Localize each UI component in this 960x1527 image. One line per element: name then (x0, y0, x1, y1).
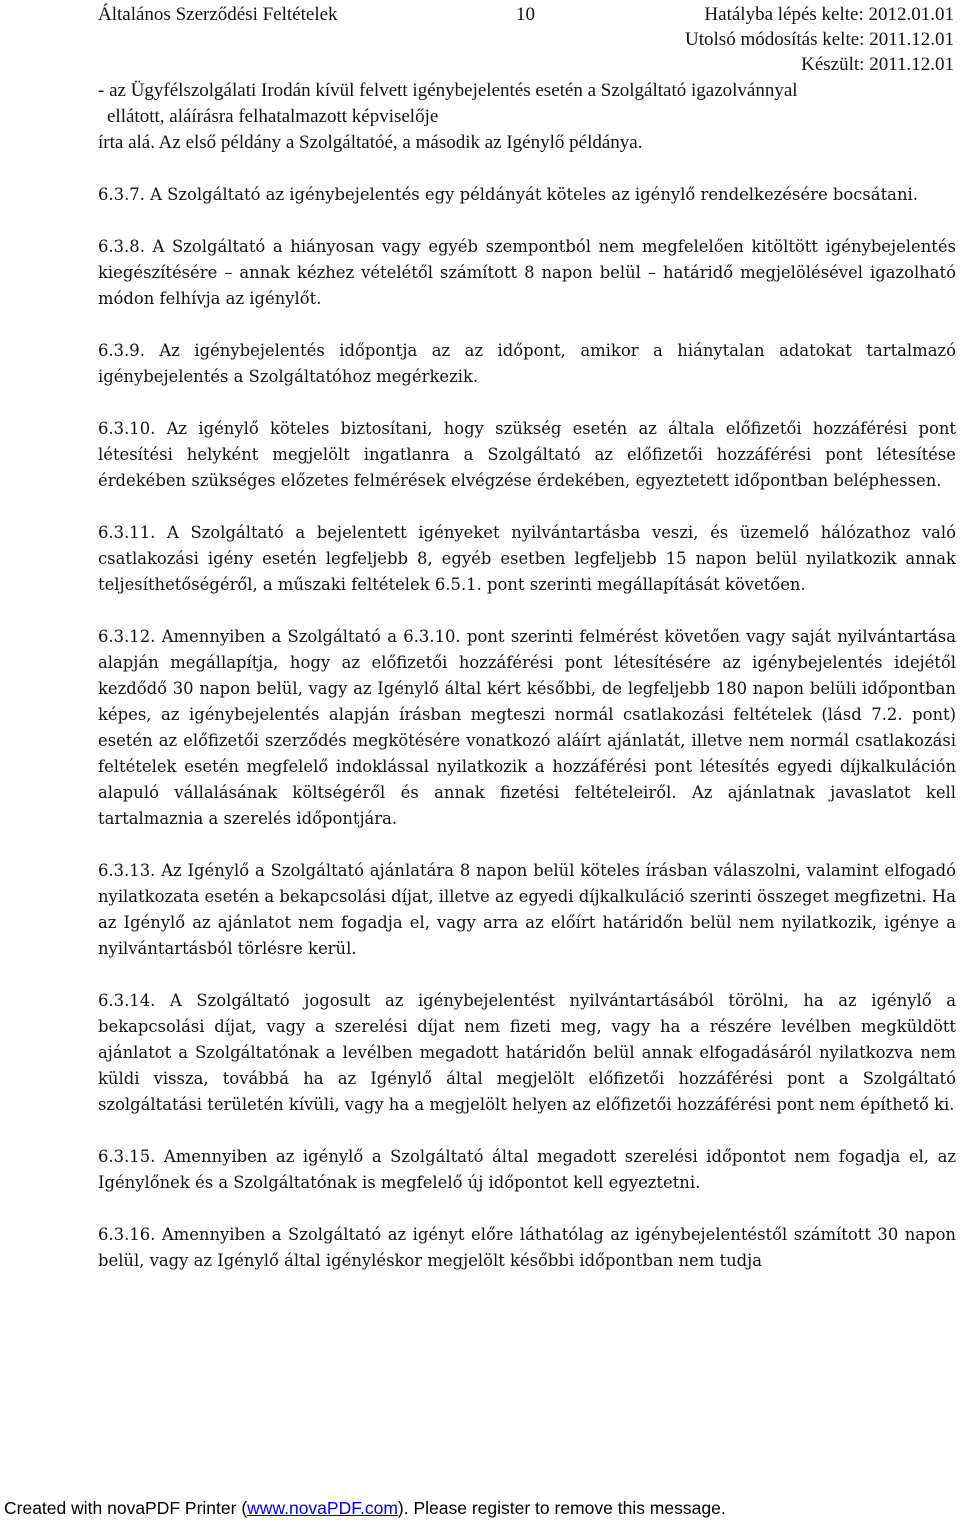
intro-block (98, 78, 956, 156)
paragraph-6-3-7: 6.3.7. A Szolgáltató az igénybejelentés egy példányát köteles az igénylő rendelkezésére bocsátani. (98, 185, 918, 204)
footer-prefix: Created with novaPDF Printer ( (4, 1498, 248, 1518)
paragraph-6-3-11: 6.3.11. A Szolgáltató a bejelentett igényeket nyilvántartásba veszi, és üzemelő hálózathoz való csatlakozási igény esetén legfeljebb 8, egyéb esetben legfeljebb 15 napon belül nyilatkozik annak teljesíthetőségéről, a műszaki feltételek 6.5.1. pont szerinti megállapítását követően. (98, 523, 956, 594)
header-dates (685, 2, 954, 77)
paragraph-6-3-14: 6.3.14. A Szolgáltató jogosult az igénybejelentést nyilvántartásából törölni, ha az igénylő a bekapcsolási díjat, vagy a szerelési díjat nem fizeti meg, vagy ha a részére levélben megküldött ajánlatot a Szolgáltatónak a levélben megadott határidőn belül annak elfogadásáról nyilatkozva nem küldi vissza, továbbá ha az Igénylő által megjelölt előfizetői hozzáférési pont a Szolgáltató szolgáltatási területén kívüli, vagy ha a megjelölt helyen az előfizetői hozzáférési pont nem építhető ki. (98, 991, 956, 1114)
document-title: Általános Szerződési Feltételek (98, 4, 338, 25)
page-header (0, 2, 960, 78)
novapdf-link[interactable]: www.novaPDF.com (247, 1498, 398, 1518)
paragraph-6-3-12: 6.3.12. Amennyiben a Szolgáltató a 6.3.10. pont szerinti felmérést követően vagy saját nyilvántartása alapján megállapítja, hogy az előfizetői hozzáférési pont létesítésére az igénybejelentés idejétől kezdődő 30 napon belül, vagy az Igénylő által kért későbbi, de legfeljebb 180 napon belüli időpontban képes, az igénybejelentés alapján írásban megteszi normál csatlakozási feltételek (lásd 7.2. pont) esetén az előfizetői szerződés megkötésére vonatkozó aláírt ajánlatát, illetve nem normál csatlakozási feltételek esetén megfelelő indoklással nyilatkozik a hozzáférési pont létesítés egyedi díjkalkuláción alapuló vállalásának költségéről és annak fizetési feltételeiről. Az ajánlatnak javaslatot kell tartalmaznia a szerelés időpontjára. (98, 627, 956, 828)
paragraph-6-3-9: 6.3.9. Az igénybejelentés időpontja az az időpont, amikor a hiánytalan adatokat tartalmazó igénybejelentés a Szolgáltatóhoz megérkezik. (98, 341, 956, 386)
watermark-footer (4, 1497, 726, 1519)
document-body (98, 182, 956, 1300)
intro-line: ellátott, aláírásra felhatalmazott képviselője (107, 106, 439, 127)
paragraph-6-3-8: 6.3.8. A Szolgáltató a hiányosan vagy egyéb szempontból nem megfelelően kitöltött igénybejelentés kiegészítésére – annak kézhez vételétől számított 8 napon belül – határidő megjelölésével igazolható módon felhívja az igénylőt. (98, 237, 956, 308)
effective-date: Hatályba lépés kelte: 2012.01.01 (704, 4, 954, 25)
created-date: Készült: 2011.12.01 (801, 54, 954, 75)
page-number: 10 (516, 4, 535, 25)
paragraph-6-3-16: 6.3.16. Amennyiben a Szolgáltató az igényt előre láthatólag az igénybejelentéstől számított 30 napon belül, vagy az Igénylő által igényléskor megjelölt későbbi időpontban nem tudja (98, 1225, 956, 1270)
last-modified-date: Utolsó módosítás kelte: 2011.12.01 (685, 29, 954, 50)
intro-line: - az Ügyfélszolgálati Irodán kívül felvett igénybejelentés esetén a Szolgáltató igazolvánnyal (98, 80, 798, 101)
intro-line: írta alá. Az első példány a Szolgáltatóé, a második az Igénylő példánya. (98, 132, 643, 153)
paragraph-6-3-10: 6.3.10. Az igénylő köteles biztosítani, hogy szükség esetén az általa előfizetői hozzáférési pont létesítési helyként megjelölt ingatlanra a Szolgáltató az előfizetői hozzáférési pont létesítése érdekében szükséges előzetes felmérések elvégzése érdekében, egyeztetett időpontban beléphessen. (98, 419, 956, 490)
paragraph-6-3-15: 6.3.15. Amennyiben az igénylő a Szolgáltató által megadott szerelési időpontot nem fogadja el, az Igénylőnek és a Szolgáltatónak is megfelelő új időpontot kell egyeztetni. (98, 1147, 956, 1192)
paragraph-6-3-13: 6.3.13. Az Igénylő a Szolgáltató ajánlatára 8 napon belül köteles írásban válaszolni, valamint elfogadó nyilatkozata esetén a bekapcsolási díjat, illetve az egyedi díjkalkuláció szerinti összeget megfizetni. Ha az Igénylő az ajánlatot nem fogadja el, vagy arra az előírt határidőn belül nem nyilatkozik, igénye a nyilvántartásból törlésre kerül. (98, 861, 956, 958)
footer-suffix: ). Please register to remove this message. (397, 1498, 726, 1518)
